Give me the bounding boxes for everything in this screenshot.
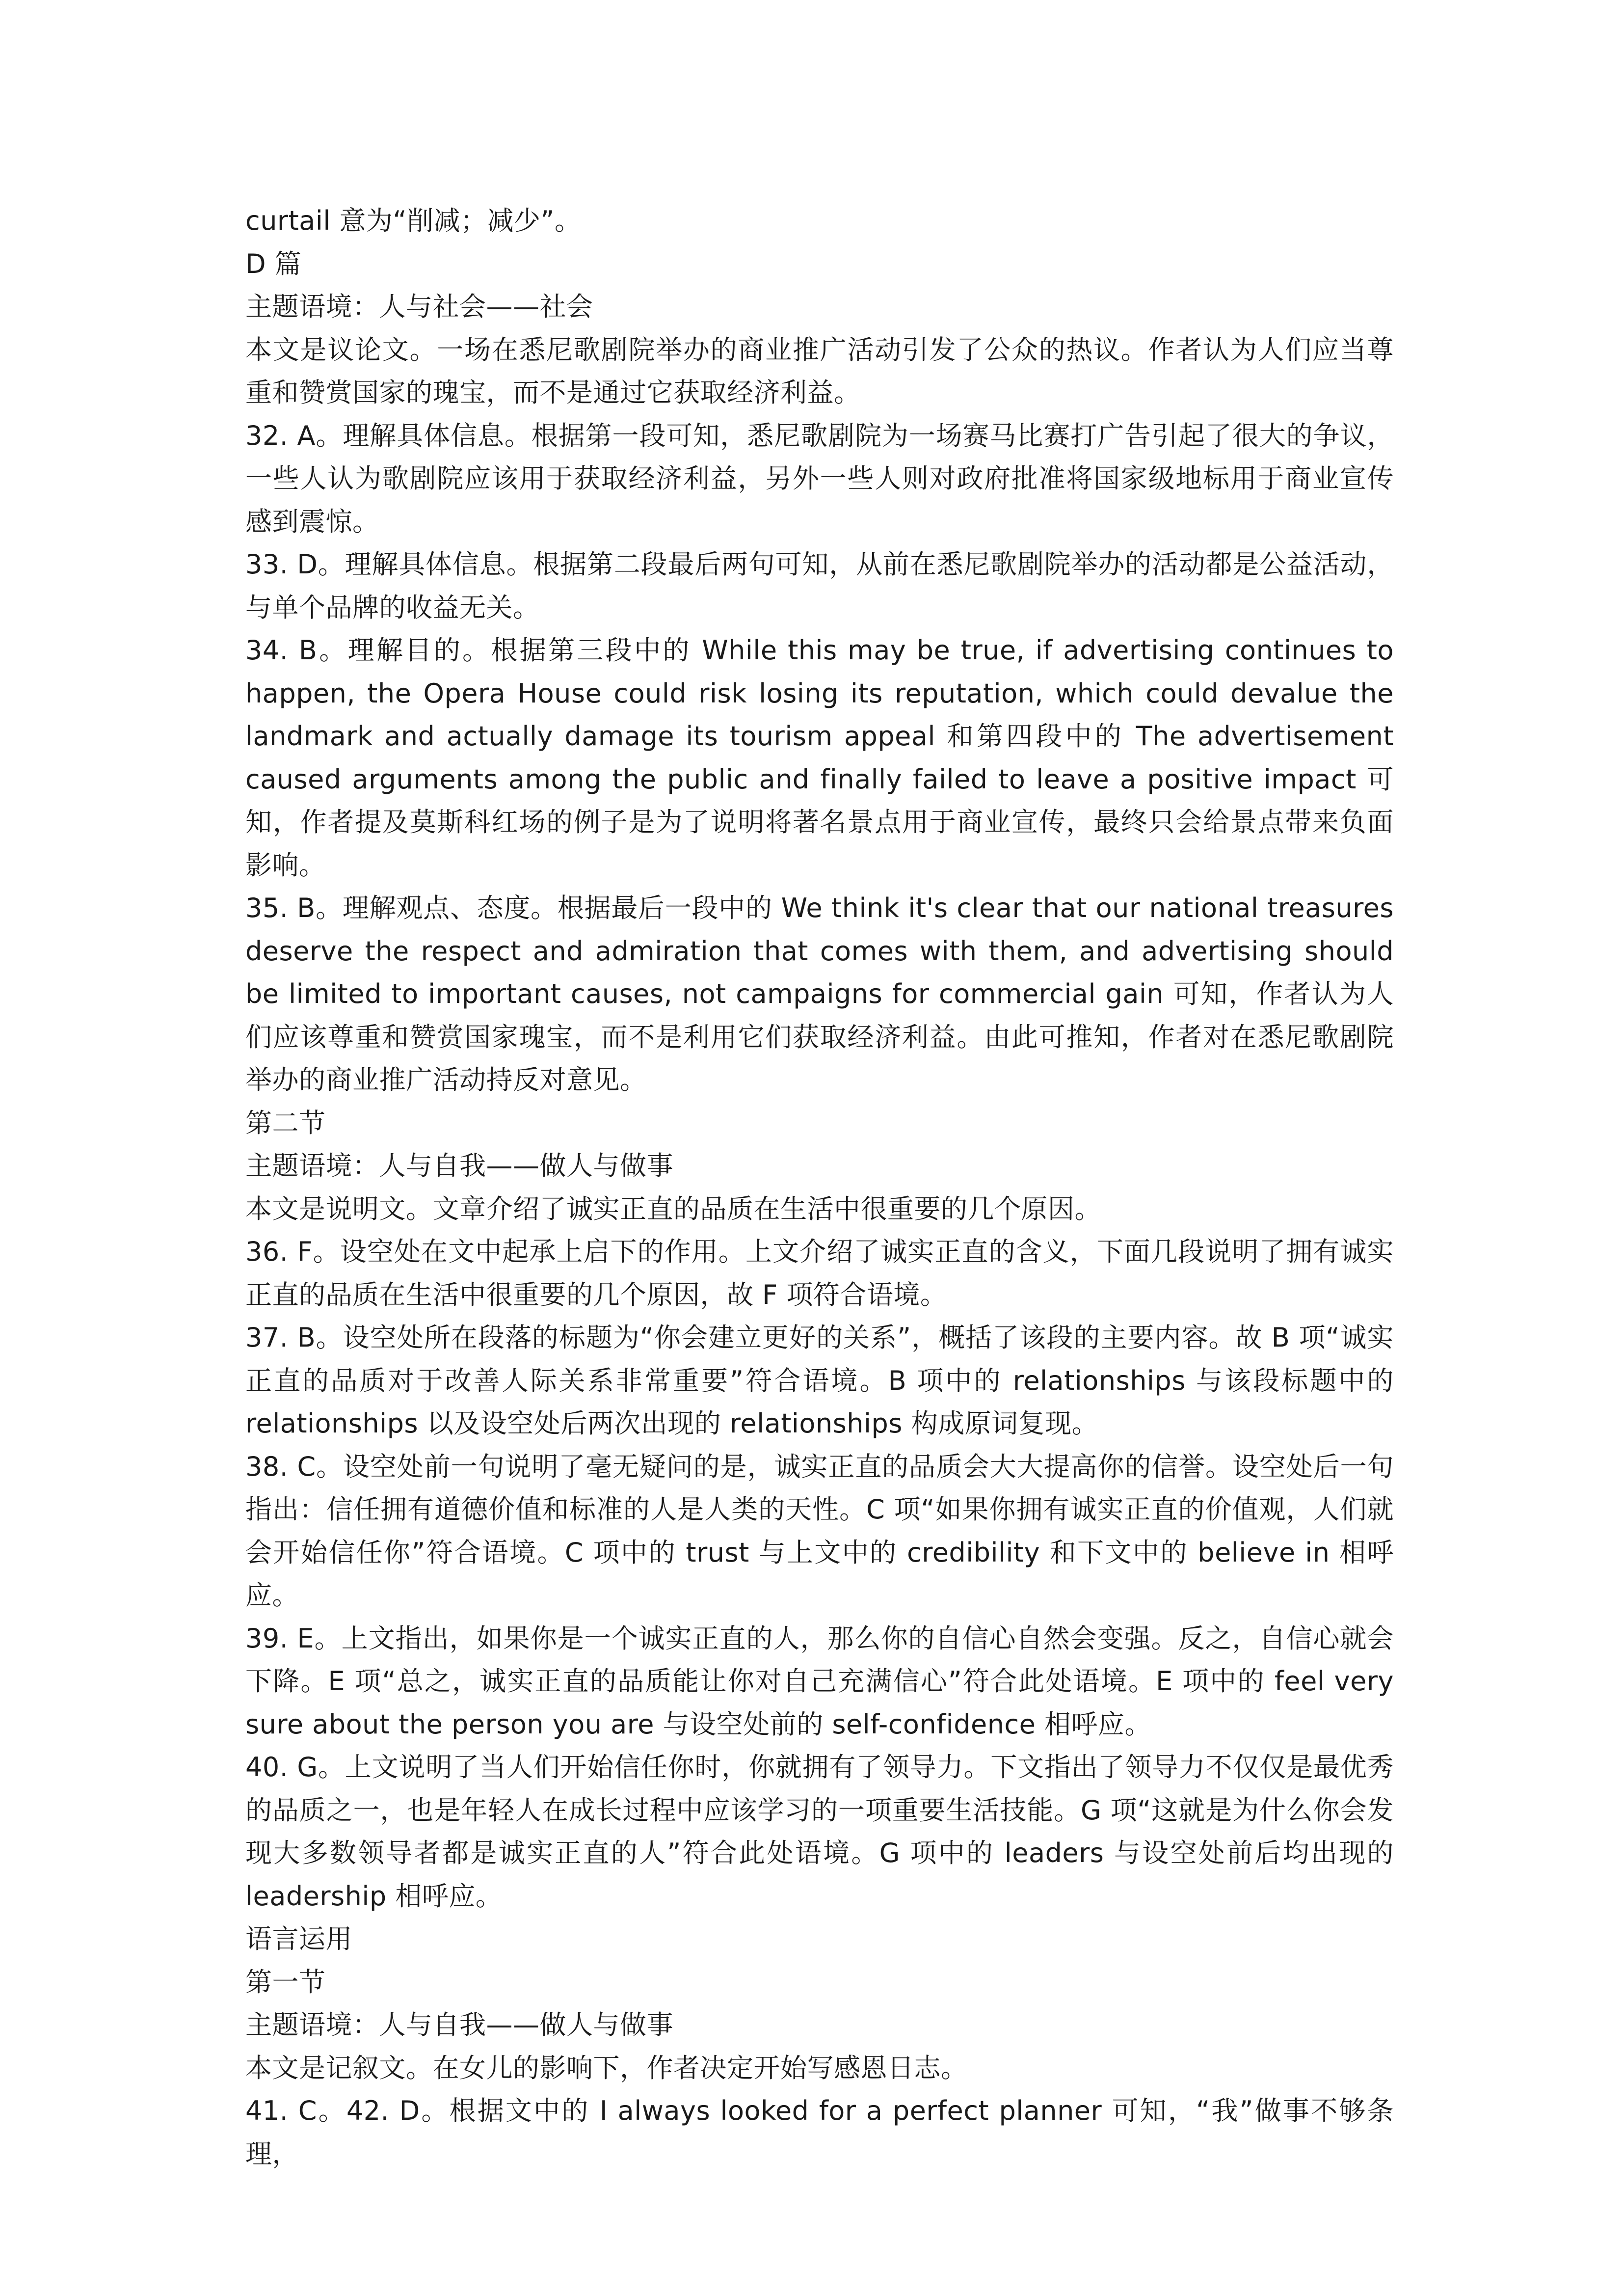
note-curtail: curtail 意为“削减；减少”。 xyxy=(245,205,582,236)
answer-41-42: 41. C。42. D。根据文中的 I always looked for a perfect planner 可知，“我”做事不够条理， xyxy=(245,2095,1394,2169)
section-heading-part-one: 第一节 xyxy=(245,1966,326,1998)
answer-32: 32. A。理解具体信息。根据第一段可知，悉尼歌剧院为一场赛马比赛打广告引起了很大的争议，一些人认为歌剧院应该用于获取经济利益，另外一些人则对政府批准将国家级地标用于商业宣传感到震惊。 xyxy=(245,420,1394,537)
section-heading-d: D 篇 xyxy=(245,248,302,279)
answer-35: 35. B。理解观点、态度。根据最后一段中的 We think it's clear that our national treasures deserve the respect and admiration that comes with them, and advertising should be limited to important causes, not campaigns for commercial gain 可知，作者认为人们应该尊重和赞赏国家瑰宝，而不是利用它们获取经济利益。由此可推知，作者对在悉尼歌剧院举办的商业推广活动持反对意见。 xyxy=(245,892,1394,1095)
answer-38: 38. C。设空处前一句说明了毫无疑问的是，诚实正直的品质会大大提高你的信誉。设空处后一句指出：信任拥有道德价值和标准的人是人类的天性。C 项“如果你拥有诚实正直的价值观，人们就会开始信任你”符合语境。C 项中的 trust 与上文中的 credibility 和下文中的 believe in 相呼应。 xyxy=(245,1451,1394,1611)
summary-d: 本文是议论文。一场在悉尼歌剧院举办的商业推广活动引发了公众的热议。作者认为人们应当尊重和赞赏国家的瑰宝，而不是通过它获取经济利益。 xyxy=(245,334,1394,408)
answer-40: 40. G。上文说明了当人们开始信任你时，你就拥有了领导力。下文指出了领导力不仅仅是最优秀的品质之一，也是年轻人在成长过程中应该学习的一项重要生活技能。G 项“这就是为什么你会发现大多数领导者都是诚实正直的人”符合此处语境。G 项中的 leaders 与设空处前后均出现的 leadership 相呼应。 xyxy=(245,1752,1394,1912)
answer-36: 36. F。设空处在文中起承上启下的作用。上文介绍了诚实正直的含义，下面几段说明了拥有诚实正直的品质在生活中很重要的几个原因，故 F 项符合语境。 xyxy=(245,1236,1394,1310)
document-body xyxy=(245,199,1394,2175)
summary-part-one: 本文是记叙文。在女儿的影响下，作者决定开始写感恩日志。 xyxy=(245,2052,968,2083)
answer-34: 34. B。理解目的。根据第三段中的 While this may be true, if advertising continues to happen, the Opera House could risk losing its reputation, which could devalue the landmark and actually damage its tourism appeal 和第四段中的 The advertisement caused arguments among the public and finally failed to leave a positive impact 可知，作者提及莫斯科红场的例子是为了说明将著名景点用于商业宣传，最终只会给景点带来负面影响。 xyxy=(245,635,1394,881)
answer-39: 39. E。上文指出，如果你是一个诚实正直的人，那么你的自信心自然会变强。反之，自信心就会下降。E 项“总之，诚实正直的品质能让你对自己充满信心”符合此处语境。E 项中的 feel very sure about the person you are 与设空处前的 self-confidence 相呼应。 xyxy=(245,1622,1394,1740)
theme-context-part-one: 主题语境：人与自我——做人与做事 xyxy=(245,2009,673,2040)
theme-context-part-two: 主题语境：人与自我——做人与做事 xyxy=(245,1150,673,1181)
theme-context-d: 主题语境：人与社会——社会 xyxy=(245,291,593,322)
summary-part-two: 本文是说明文。文章介绍了诚实正直的品质在生活中很重要的几个原因。 xyxy=(245,1193,1101,1224)
answer-37: 37. B。设空处所在段落的标题为“你会建立更好的关系”，概括了该段的主要内容。故 B 项“诚实正直的品质对于改善人际关系非常重要”符合语境。B 项中的 relationships 与该段标题中的 relationships 以及设空处后两次出现的 relationships 构成原词复现。 xyxy=(245,1322,1394,1439)
section-heading-language-use: 语言运用 xyxy=(245,1923,352,1954)
answer-33: 33. D。理解具体信息。根据第二段最后两句可知，从前在悉尼歌剧院举办的活动都是公益活动，与单个品牌的收益无关。 xyxy=(245,549,1394,623)
section-heading-part-two: 第二节 xyxy=(245,1107,326,1138)
